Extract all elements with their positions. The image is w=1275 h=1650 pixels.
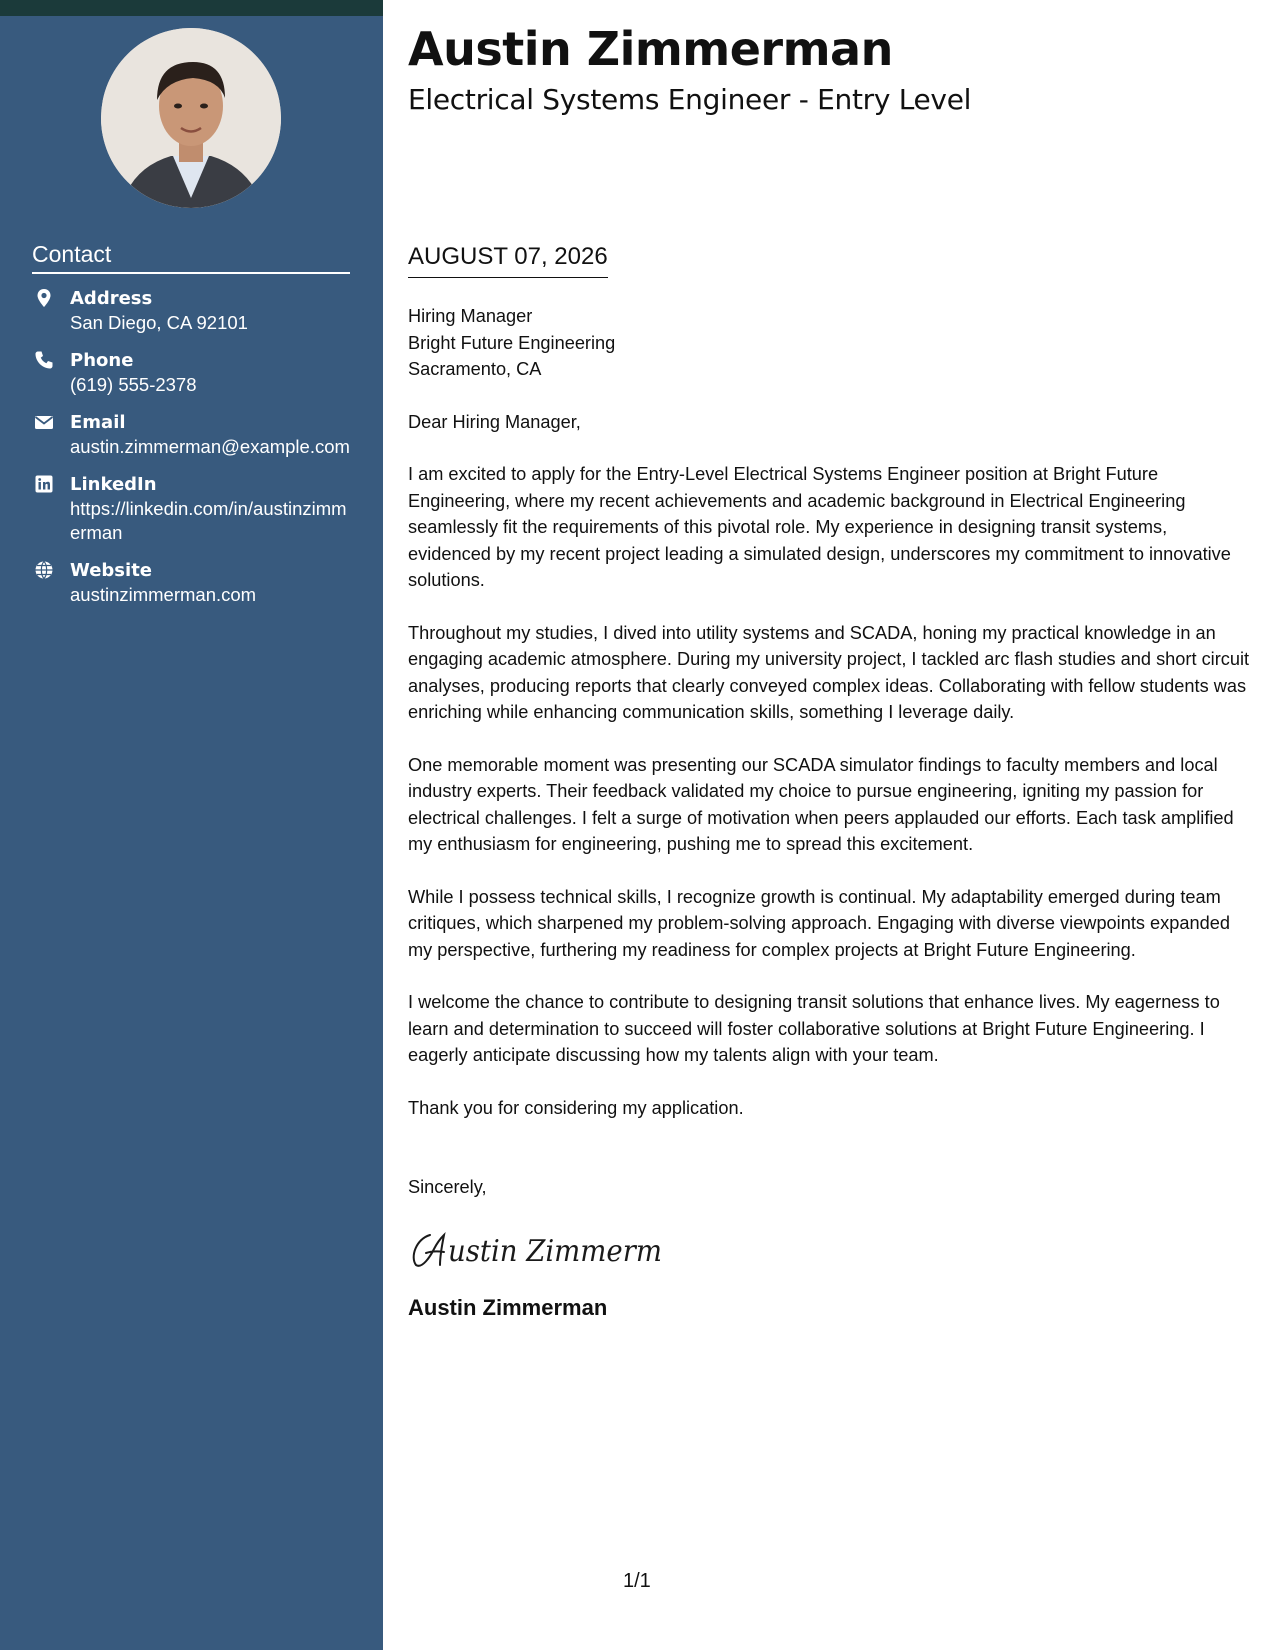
page-number: 1/1	[623, 1570, 651, 1592]
paragraph: One memorable moment was presenting our SCADA simulator findings to faculty members and local industry experts. Their feedback validated my choice to pursue engineering, igniting my passion for electrical challenges. I felt a surge of motivation when peers applauded our efforts. Each task amplified my enthusiasm for engineering, pushing me to spread this excitement.	[408, 754, 1234, 854]
recipient-title: Hiring Manager	[408, 306, 533, 326]
header-name: Austin Zimmerman	[408, 22, 893, 76]
contact-list	[32, 286, 352, 620]
salutation: Dear Hiring Manager,	[408, 411, 581, 432]
contact-label: LinkedIn	[70, 474, 157, 495]
email-value[interactable]: austin.zimmerman@example.com	[70, 436, 350, 457]
contact-label: Address	[70, 288, 153, 309]
signed-name: Austin Zimmerman	[408, 1294, 608, 1320]
letter-date: AUGUST 07, 2026	[408, 243, 608, 278]
linkedin-value[interactable]: https://linkedin.com/in/austinzimmerman	[70, 498, 347, 543]
contact-heading: Contact	[32, 241, 350, 274]
closing: Sincerely,	[408, 1177, 487, 1197]
recipient-block	[408, 303, 1253, 383]
contact-website	[32, 558, 352, 607]
paragraph: While I possess technical skills, I recognize growth is continual. My adaptability emerged during team critiques, which sharpened my problem-solving approach. Engaging with diverse viewpoints expanded my perspective, furthering my readiness for complex projects at Bright Future Engineering.	[408, 886, 1230, 960]
phone-value: (619) 555-2378	[70, 374, 197, 395]
phone-icon	[34, 350, 54, 370]
paragraph-thanks: Thank you for considering my application.	[408, 1097, 744, 1118]
paragraph: I am excited to apply for the Entry-Level Electrical Systems Engineer position at Bright Future Engineering, where my recent achievements and academic background in Electrical Engineering seamlessly fit the requirements of this pivotal role. My experience in designing transit systems, evidenced by my recent project leading a simulated design, underscores my commitment to innovative solutions.	[408, 464, 1231, 590]
contact-label: Website	[70, 560, 153, 581]
contact-label: Email	[70, 412, 126, 433]
profile-photo	[101, 28, 281, 208]
handwritten-signature	[408, 1227, 1253, 1271]
envelope-icon	[34, 412, 54, 432]
contact-address	[32, 286, 352, 335]
contact-email	[32, 410, 352, 459]
paragraph: I welcome the chance to contribute to designing transit solutions that enhance lives. My eagerness to learn and determination to succeed will foster collaborative solutions at Bright Future Engineering. I eagerly anticipate discussing how my talents align with your team.	[408, 992, 1220, 1065]
linkedin-icon	[34, 474, 54, 494]
website-value[interactable]: austinzimmerman.com	[70, 584, 257, 605]
address-value: San Diego, CA 92101	[70, 312, 248, 333]
contact-phone	[32, 348, 352, 397]
recipient-location: Sacramento, CA	[408, 359, 542, 379]
header-subtitle: Electrical Systems Engineer - Entry Level	[408, 83, 972, 116]
contact-linkedin	[32, 472, 352, 545]
letter-body	[408, 303, 1253, 1321]
top-accent-bar	[0, 0, 383, 16]
paragraph: Throughout my studies, I dived into utility systems and SCADA, honing my practical knowledge in an engaging academic atmosphere. During my university project, I tackled arc flash studies and short circuit analyses, producing reports that clearly conveyed complex ideas. Collaborating with fellow students was enriching while enhancing communication skills, something I leverage daily.	[408, 622, 1250, 722]
svg-text:ustin Zimmerm: ustin Zimmerm	[448, 1233, 662, 1269]
contact-label: Phone	[70, 350, 134, 371]
sidebar	[0, 16, 383, 1650]
avatar	[101, 28, 281, 208]
recipient-company: Bright Future Engineering	[408, 332, 616, 353]
map-pin-icon	[34, 288, 54, 308]
globe-icon	[34, 560, 54, 580]
